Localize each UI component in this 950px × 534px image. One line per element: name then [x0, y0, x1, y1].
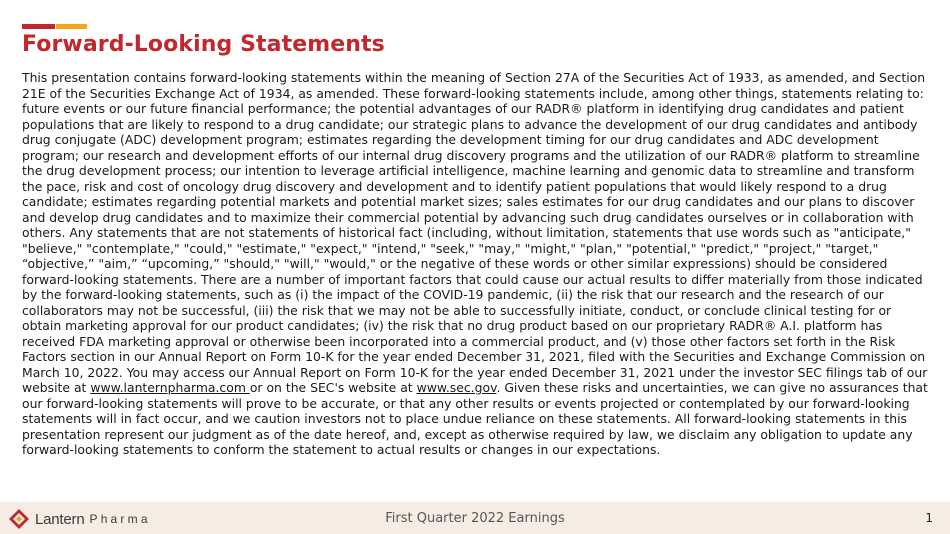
paragraph-part-1: This presentation contains forward-looking statements within the meaning of Section 27A of the Securities Act of 1933, as amended, and Section 21E of the Securities Exchange Act of 1934, as amended. These forward-looking statements include, among other things, statements relating to: future events or our future financial performance; the potential advantages of our RADR® platform in identifying drug candidates and patient populations that are likely to respond to a drug candidate; our strategic plans to advance the development of our drug candidates and antibody drug conjugate (ADC) development program; estimates regarding the development timing for our drug candidates and ADC development program; our research and development efforts of our internal drug discovery programs and the utilization of our RADR® platform to streamline the drug development process; our intention to leverage artificial intelligence, machine learning and genomic data to streamline and transform the pace, risk and cost of oncology drug discovery and development and to identify patient populations that would likely respond to a drug candidate; estimates regarding potential markets and potential market sizes; sales estimates for our drug candidates and our plans to discover and develop drug candidates and to maximize their commercial potential by advancing such drug candidates ourselves or in collaboration with others. Any statements that are not statements of historical fact (including, without limitation, statements that use words such as "anticipate," "believe," "contemplate," "could," "estimate," "expect," "intend," "seek," "may," "might," "plan," "potential," "predict," "project," "target," “objective,” "aim,” “upcoming,” "should," "will," "would," or the negative of these words or other similar expressions) should be considered forward-looking statements. There are a number of important factors that could cause our actual results to differ materially from those indicated by the forward-looking statements, such as (i) the impact of the COVID-19 pandemic, (ii) the risk that our research and the research of our collaborators may not be successful, (iii) the risk that we may not be able to successfully initiate, conduct, or conclude clinical testing for or obtain marketing approval for our product candidates; (iv) the risk that no drug product based on our proprietary RADR® A.I. platform has received FDA marketing approval or otherwise been incorporated into a commercial product, and (v) those other factors set forth in the Risk Factors section in our Annual Report on Form 10-K for the year ended December 31, 2021, filed with the Securities and Exchange Commission on March 10, 2022. You may access our Annual Report on Form 10-K for the year ended December 31, 2021 under the investor SEC filings tab of our website at	[22, 70, 928, 395]
paragraph-part-3: . Given these risks and uncertainties, we can give no assurances that our forward-looking statements will prove to be accurate, or that any other results or events projected or contemplated by our forward-looking statements will in fact occur, and we caution investors not to place undue reliance on these statements. All forward-looking statements in this presentation represent our judgment as of the date hereof, and, except as otherwise required by law, we disclaim any obligation to update any forward-looking statements to conform the statement to actual results or changes in our expectations.	[22, 380, 928, 457]
company-website-link[interactable]: www.lanternpharma.com	[90, 380, 250, 395]
accent-bar-gold	[56, 24, 87, 29]
slide-footer	[0, 502, 950, 534]
sec-website-link[interactable]: www.sec.gov	[416, 380, 497, 395]
disclaimer-paragraph	[22, 70, 928, 458]
logo-word-pharma: Pharma	[89, 512, 151, 526]
slide-title: Forward-Looking Statements	[22, 32, 385, 57]
accent-bar-red	[22, 24, 55, 29]
logo-word-lantern: Lantern	[35, 510, 85, 528]
page-number: 1	[925, 511, 933, 525]
footer-title: First Quarter 2022 Earnings	[385, 511, 565, 526]
paragraph-part-2: or on the SEC's website at	[249, 380, 417, 395]
